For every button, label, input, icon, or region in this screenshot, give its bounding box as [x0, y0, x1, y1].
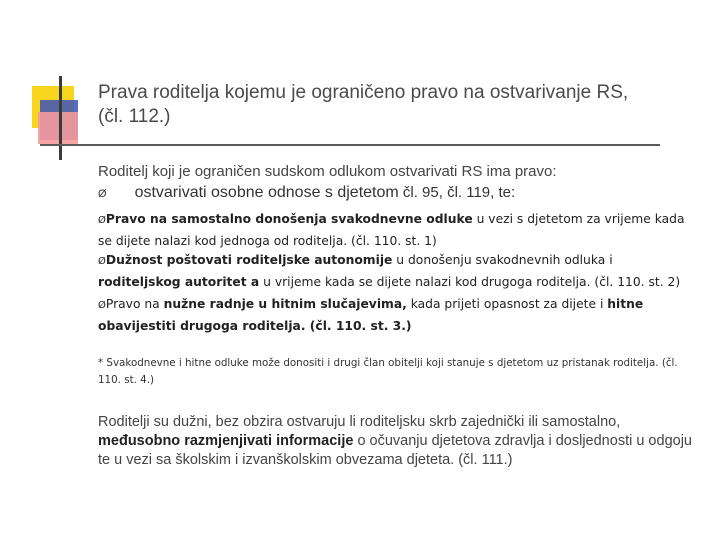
decorative-pink-square: [38, 112, 78, 144]
item-text-2: u vrijeme kada se dijete nalazi kod drugoga roditelja. (čl. 110. st. 2): [259, 275, 681, 289]
closing-paragraph: [98, 413, 698, 470]
list-item: [98, 209, 698, 251]
closing-pre-text: Roditelji su dužni, bez obzira ostvaruju li roditeljsku skrb zajednički ili samostalno,: [98, 414, 621, 430]
arrow-bullet-icon: Ø: [98, 256, 106, 267]
item-bold-text: Dužnost poštovati roditeljske autonomije: [105, 253, 393, 267]
item-bold-text: Pravo na samostalno donošenja svakodnevne odluke: [105, 212, 473, 226]
decorative-horizontal-line: [40, 144, 660, 146]
list-item: [98, 294, 698, 336]
title-line-1: Prava roditelja kojemu je ograničeno pravo na ostvarivanje RS,: [98, 82, 629, 103]
arrow-bullet-icon: Ø: [98, 215, 106, 226]
slide-title: [98, 81, 698, 129]
main-bullet: [98, 184, 515, 202]
item-text: u vezi s djetetom za vrijeme kada se dijete nalazi kod jednoga od roditelja. (čl. 110. st. 1): [98, 212, 685, 248]
decorative-vertical-line: [59, 76, 62, 160]
item-bold-text-2: hitne obavijestiti drugoga roditelja. (čl. 110. st. 3.): [98, 297, 644, 333]
arrow-bullet-icon: Ø: [98, 188, 107, 200]
closing-bold-text: međusobno razmjenjivati informacije: [98, 433, 354, 449]
item-bold-text: nužne radnje u hitnim slučajevima,: [163, 297, 407, 311]
main-bullet-articles: čl. 95, čl. 119, te:: [398, 184, 516, 201]
main-bullet-text: ostvarivati osobne odnose s djetetom: [134, 184, 399, 201]
item-bold-text-2: roditeljskog autoritet a: [98, 275, 260, 289]
item-text: kada prijeti opasnost za dijete i: [406, 297, 608, 311]
closing-post-text: o očuvanju djetetova zdravlja i dosljednosti u odgoju te u vezi sa školskim i izvanškolskim obvezama djeteta. (čl. 111.): [98, 433, 692, 468]
list-item: [98, 250, 698, 292]
item-text: u donošenju svakodnevnih odluka i: [392, 253, 613, 267]
arrow-bullet-icon: Ø: [98, 300, 106, 311]
footnote: * Svakodnevne i hitne odluke može donositi i drugi član obitelji koji stanuje s djetetom uz pristanak roditelja. (čl. 110. st. 4.): [98, 357, 678, 386]
title-line-2: (čl. 112.): [98, 106, 171, 127]
intro-text: Roditelj koji je ograničen sudskom odlukom ostvarivati RS ima pravo:: [98, 163, 557, 180]
item-pre-text: Pravo na: [105, 297, 164, 311]
